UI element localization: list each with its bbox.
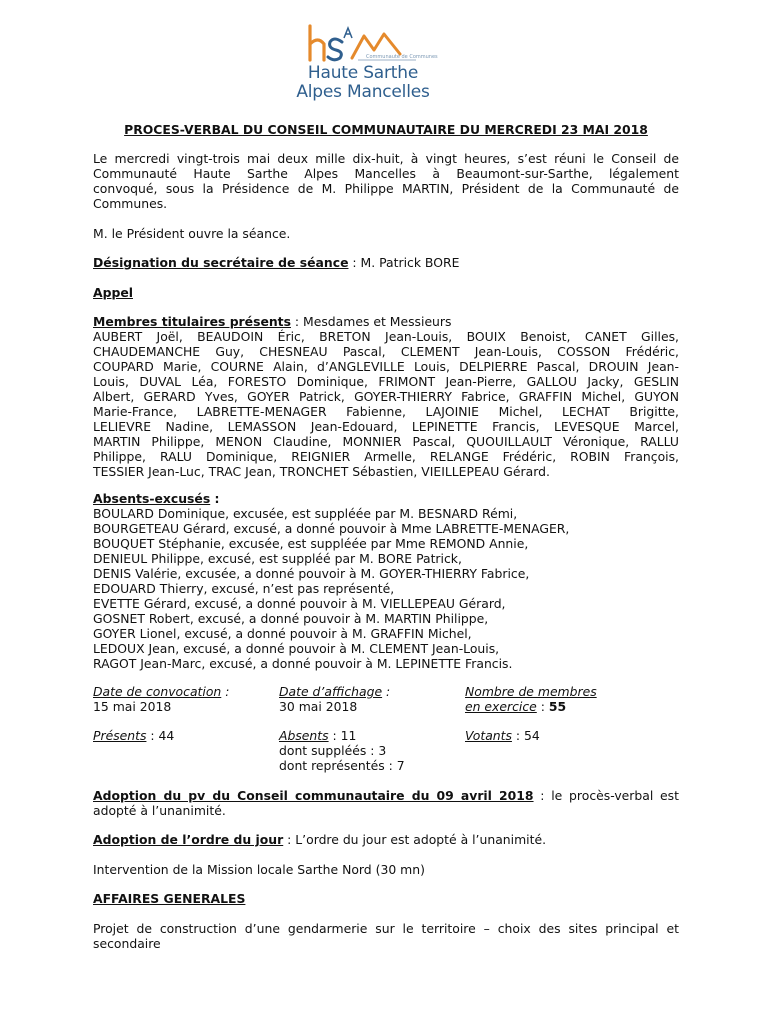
- presents-value: : 44: [146, 728, 175, 743]
- secretary-line: [93, 255, 679, 270]
- members-present-suffix: : Mesdames et Messieurs: [290, 314, 452, 329]
- affichage-cell: [279, 684, 459, 714]
- members-line: AUBERT Joël, BEAUDOIN Éric, BRETON Jean-Louis, BOUIX Benoist, CANET Gilles,: [93, 329, 679, 344]
- members-line: Louis, DUVAL Léa, FORESTO Dominique, FRIMONT Jean-Pierre, GALLOU Jacky, GESLIN: [93, 374, 679, 389]
- appel-heading: Appel: [93, 285, 133, 300]
- adoption-pv-line2: adopté à l’unanimité.: [93, 803, 226, 818]
- members-count-value: 55: [548, 699, 567, 714]
- members-line: Albert, GERARD Yves, GOYER Patrick, GOYER-THIERRY Fabrice, GRAFFIN Michel, GUYON: [93, 389, 679, 404]
- convocation-sep: :: [221, 684, 230, 699]
- intro-line: Le mercredi vingt-trois mai deux mille dix-huit, à vingt heures, s’est réuni le Conseil de: [93, 151, 679, 166]
- projet-line: secondaire: [93, 936, 161, 951]
- absent-line: BOURGETEAU Gérard, excusé, a donné pouvoir à Mme LABRETTE-MENAGER,: [93, 521, 570, 536]
- logo-name-line1: Haute Sarthe: [307, 63, 419, 83]
- members-present-label: Membres titulaires présents: [93, 314, 291, 329]
- intervention-text: Intervention de la Mission locale Sarthe Nord (30 mn): [93, 862, 425, 877]
- absent-line: RAGOT Jean-Marc, excusé, a donné pouvoir à M. LEPINETTE Francis.: [93, 656, 513, 671]
- convocation-cell: [93, 684, 273, 714]
- affichage-sep: :: [382, 684, 391, 699]
- intro-paragraph: [93, 151, 679, 211]
- absent-line: GOYER Lionel, excusé, a donné pouvoir à M. GRAFFIN Michel,: [93, 626, 472, 641]
- absents-count-label: Absents: [279, 728, 329, 743]
- presents-label: Présents: [93, 728, 147, 743]
- adoption-odj-label: Adoption de l’ordre du jour: [93, 832, 284, 847]
- votants-cell: [465, 728, 679, 743]
- absent-line: GOSNET Robert, excusé, a donné pouvoir à M. MARTIN Philippe,: [93, 611, 489, 626]
- adoption-pv-rest: : le procès-verbal est: [533, 788, 679, 803]
- absent-line: BOUQUET Stéphanie, excusée, est suppléée par Mme REMOND Annie,: [93, 536, 529, 551]
- absents-suffix: :: [210, 491, 220, 506]
- intro-line: Communes.: [93, 196, 168, 211]
- affichage-label: Date d’affichage: [279, 684, 383, 699]
- members-line: LELIEVRE Nadine, LEMASSON Jean-Edouard, LEPINETTE Francis, LEVESQUE Marcel,: [93, 419, 679, 434]
- absent-line: DENIS Valérie, excusée, a donné pouvoir à M. GOYER-THIERRY Fabrice,: [93, 566, 530, 581]
- members-line: MARTIN Philippe, MENON Claudine, MONNIER Pascal, QUOUILLAULT Véronique, RALLU: [93, 434, 679, 449]
- absent-line: LEDOUX Jean, excusé, a donné pouvoir à M. CLEMENT Jean-Louis,: [93, 641, 500, 656]
- opening-text: M. le Président ouvre la séance.: [93, 226, 291, 241]
- absent-line: EDOUARD Thierry, excusé, n’est pas représenté,: [93, 581, 395, 596]
- members-line: Marie-France, LABRETTE-MENAGER Fabienne, LAJOINIE Michel, LECHAT Brigitte,: [93, 404, 679, 419]
- logo-name-line2: Alpes Mancelles: [296, 82, 430, 102]
- votants-label: Votants: [465, 728, 512, 743]
- presents-cell: [93, 728, 273, 743]
- members-count-label-2: en exercice: [465, 699, 537, 714]
- absent-line: EVETTE Gérard, excusé, a donné pouvoir à M. VIELLEPEAU Gérard,: [93, 596, 506, 611]
- members-line: COUPARD Marie, COURNE Alain, d’ANGLEVILLE Louis, DELPIERRE Pascal, DROUIN Jean-: [93, 359, 679, 374]
- members-present-section: [93, 314, 679, 479]
- members-count-label-1: Nombre de membres: [465, 684, 597, 699]
- absents-label: Absents-excusés: [93, 491, 211, 506]
- adoption-pv-paragraph: [93, 788, 679, 818]
- secretary-label: Désignation du secrétaire de séance: [93, 255, 349, 270]
- members-line: TESSIER Jean-Luc, TRAC Jean, TRONCHET Sébastien, VIEILLEPEAU Gérard.: [93, 464, 550, 479]
- absents-count-cell: [279, 728, 459, 773]
- adoption-odj-line: [93, 832, 679, 847]
- section-heading: AFFAIRES GENERALES: [93, 891, 246, 906]
- intro-line: convoqué, sous la Présidence de M. Philippe MARTIN, Président de la Communauté de: [93, 181, 679, 196]
- members-count-sep: :: [536, 699, 549, 714]
- secretary-value: : M. Patrick BORE: [348, 255, 460, 270]
- logo: [288, 24, 438, 106]
- adoption-odj-value: : L’ordre du jour est adopté à l’unanimité.: [283, 832, 547, 847]
- adoption-pv-label: Adoption du pv du Conseil communautaire du 09 avril 2018: [93, 788, 534, 803]
- projet-line: Projet de construction d’une gendarmerie sur le territoire – choix des sites principal et: [93, 921, 679, 936]
- intro-line: Communauté Haute Sarthe Alpes Mancelles à Beaumont-sur-Sarthe, légalement: [93, 166, 679, 181]
- logo-subtitle: Communauté de Communes: [366, 54, 438, 60]
- members-count-cell: [465, 684, 679, 714]
- members-line: Philippe, RALU Dominique, REIGNIER Armelle, RELANGE Frédéric, ROBIN François,: [93, 449, 679, 464]
- members-line: CHAUDEMANCHE Guy, CHESNEAU Pascal, CLEMENT Jean-Louis, COSSON Frédéric,: [93, 344, 679, 359]
- document-title: PROCES-VERBAL DU CONSEIL COMMUNAUTAIRE DU MERCREDI 23 MAI 2018: [124, 122, 648, 137]
- supplees-count: dont suppléés : 3: [279, 743, 387, 758]
- votants-value: : 54: [511, 728, 540, 743]
- absent-line: DENIEUL Philippe, excusé, est suppléé par M. BORE Patrick,: [93, 551, 462, 566]
- convocation-label: Date de convocation: [93, 684, 222, 699]
- projet-paragraph: [93, 921, 679, 951]
- absent-line: BOULARD Dominique, excusée, est suppléée par M. BESNARD Rémi,: [93, 506, 518, 521]
- absents-count-value: : 11: [328, 728, 357, 743]
- representes-count: dont représentés : 7: [279, 758, 405, 773]
- affichage-value: 30 mai 2018: [279, 699, 358, 714]
- absents-section: [93, 491, 679, 671]
- absents-heading: [93, 491, 679, 506]
- convocation-value: 15 mai 2018: [93, 699, 172, 714]
- members-present-heading: [93, 314, 679, 329]
